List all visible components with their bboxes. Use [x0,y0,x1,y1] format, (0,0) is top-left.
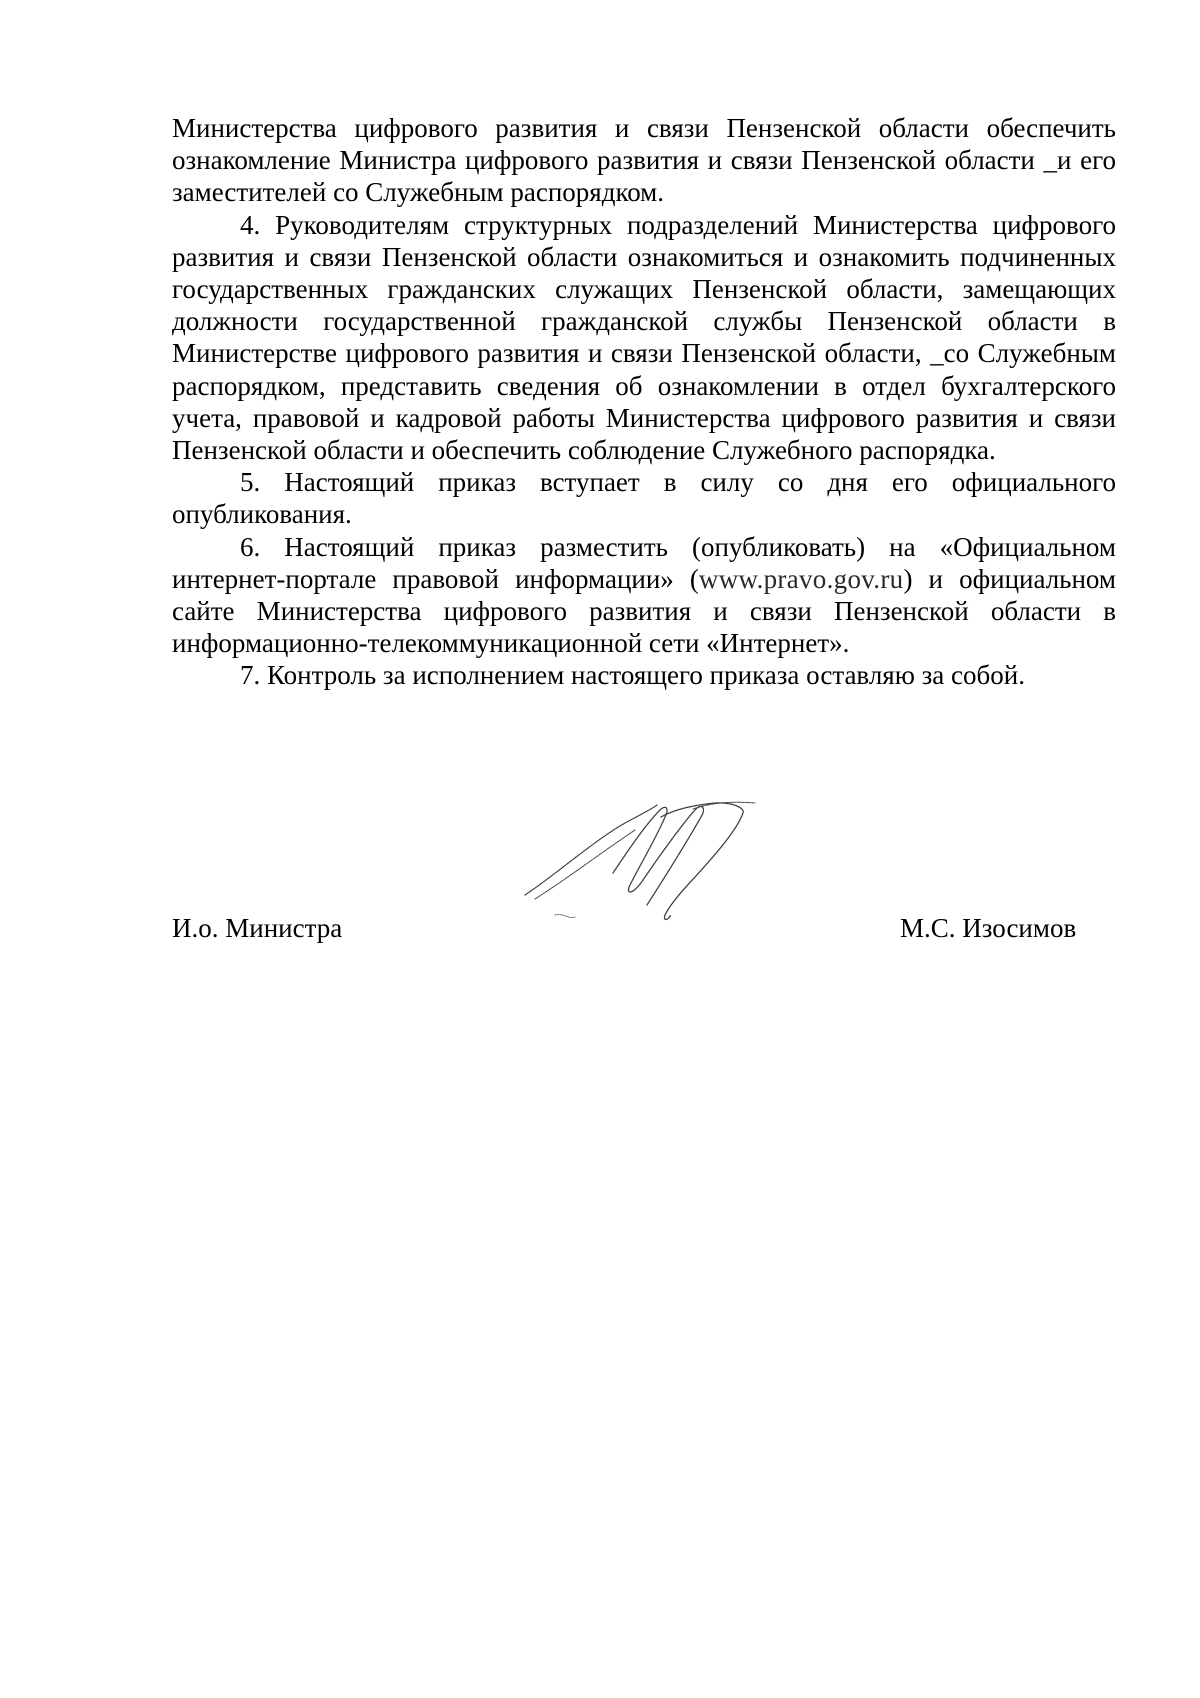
website-link[interactable]: www.pravo.gov.ru [698,563,904,594]
paragraph-3-continuation: Министерства цифрового развития и связи Пензенской области обеспечить ознакомление Министра цифрового развития и связи Пензенской области _и его заместителей со Служебным распорядком. [172,113,1116,208]
paragraph-6-text-before: 6. Настоящий приказ разместить (опубликовать) на «Официальном интернет-портале правовой информации» ( [172,531,1116,594]
handwritten-signature [515,795,795,945]
paragraph-4: 4. Руководителям структурных подразделений Министерства цифрового развития и связи Пензенской области ознакомиться и ознакомить подчиненных государственных гражданских служащих Пензенской области, замещающих должности государственной гражданской службы Пензенской области в Министерстве цифрового развития и связи Пензенской области, _со Служебным распорядком, представить сведения об ознакомлении в отдел бухгалтерского учета, правовой и кадровой работы Министерства цифрового развития и связи Пензенской области и обеспечить соблюдение Служебного распорядка. [172,209,1116,466]
document-body [172,112,1116,692]
signatory-name: М.С. Изосимов [900,913,1077,943]
paragraph-5: 5. Настоящий приказ вступает в силу со дня его официального опубликования. [172,467,1116,530]
paragraph-6-text-after: ) и официальном сайте Министерства цифрового развития и связи Пензенской области в информационно-телекоммуникационной сети «Интернет». [172,563,1117,659]
paragraph-6 [172,531,1116,660]
signatory-position: И.о. Министра [172,913,343,943]
paragraph-7: 7. Контроль за исполнением настоящего приказа оставляю за собой. [240,660,1025,691]
